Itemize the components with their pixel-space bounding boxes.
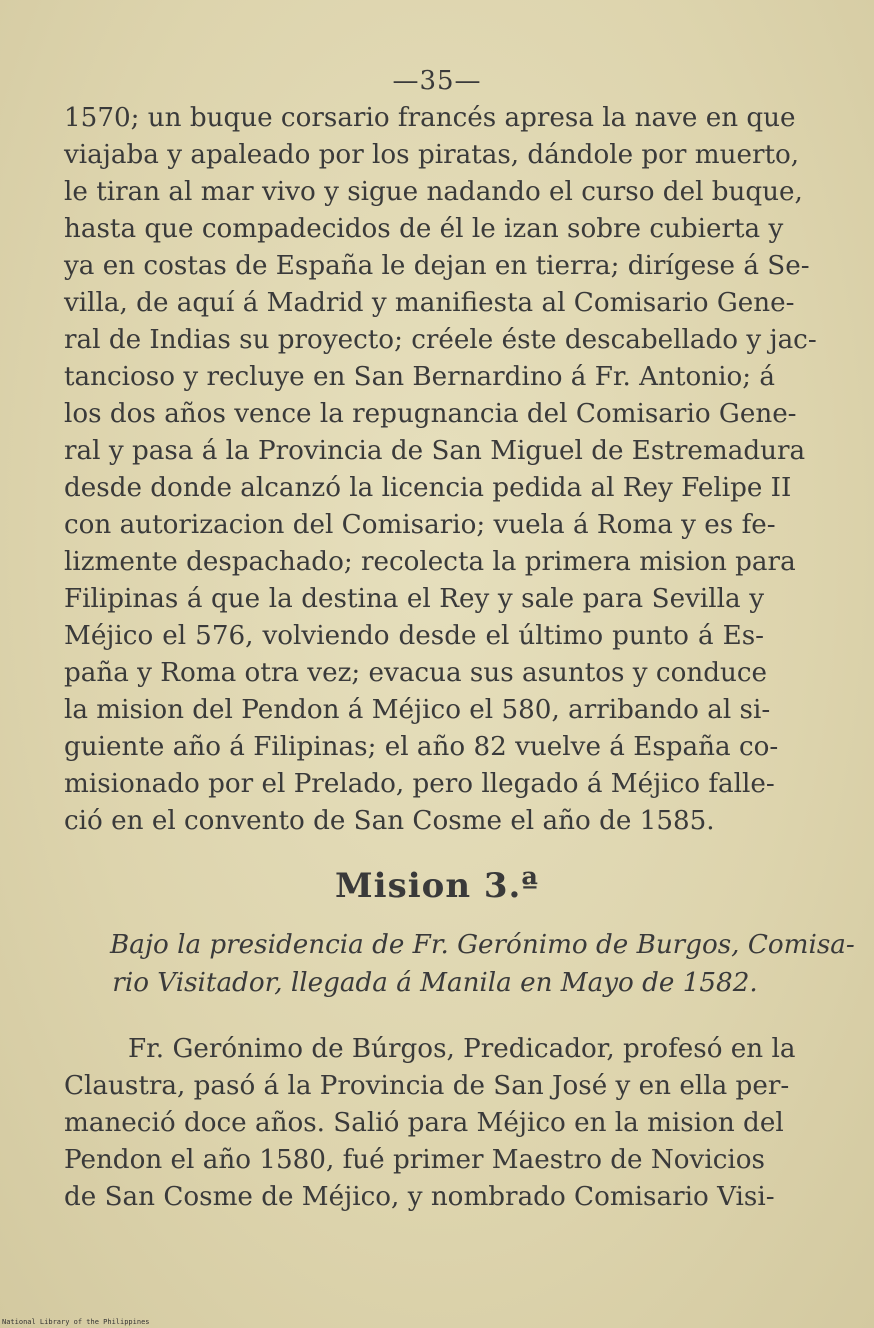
page-number: —35— <box>392 66 482 96</box>
text-line: ral de Indias su proyecto; créele éste descabellado y jac- <box>64 325 817 355</box>
text-line: ya en costas de España le dejan en tierra; dirígese á Se- <box>64 251 810 281</box>
text-line: desde donde alcanzó la licencia pedida al Rey Felipe II <box>64 473 792 503</box>
text-line: ció en el convento de San Cosme el año de 1585. <box>64 806 715 836</box>
text-line: viajaba y apaleado por los piratas, dándole por muerto, <box>64 140 800 170</box>
text-line: los dos años vence la repugnancia del Comisario Gene- <box>64 399 797 429</box>
text-line: maneció doce años. Salió para Méjico en la mision del <box>64 1108 784 1138</box>
library-footer: National Library of the Philippines <box>2 1318 150 1326</box>
text-line: de San Cosme de Méjico, y nombrado Comisario Visi- <box>64 1182 775 1212</box>
text-line: 1570; un buque corsario francés apresa la nave en que <box>64 103 796 133</box>
text-line: lizmente despachado; recolecta la primera mision para <box>64 547 796 577</box>
text-line: misionado por el Prelado, pero llegado á Méjico falle- <box>64 769 775 799</box>
subtitle-line: Bajo la presidencia de Fr. Gerónimo de Burgos, Comisa- <box>110 930 855 960</box>
paragraph-1 <box>64 100 817 840</box>
text-line: Filipinas á que la destina el Rey y sale para Sevilla y <box>64 584 764 614</box>
text-line: la mision del Pendon á Méjico el 580, arribando al si- <box>64 695 771 725</box>
text-line: Claustra, pasó á la Provincia de San José y en ella per- <box>64 1071 790 1101</box>
paragraph-2 <box>64 1031 796 1216</box>
text-line: ral y pasa á la Provincia de San Miguel de Estremadura <box>64 436 806 466</box>
text-line: paña y Roma otra vez; evacua sus asuntos y conduce <box>64 658 768 688</box>
text-line: Pendon el año 1580, fué primer Maestro de Novicios <box>64 1145 765 1175</box>
text-line: con autorizacion del Comisario; vuela á Roma y es fe- <box>64 510 776 540</box>
text-line: tancioso y recluye en San Bernardino á Fr. Antonio; á <box>64 362 776 392</box>
section-heading: Mision 3.ª <box>335 866 539 906</box>
text-line: guiente año á Filipinas; el año 82 vuelve á España co- <box>64 732 779 762</box>
subtitle-line: rio Visitador, llegada á Manila en Mayo de 1582. <box>112 968 758 998</box>
text-line: le tiran al mar vivo y sigue nadando el curso del buque, <box>64 177 803 207</box>
text-line: Méjico el 576, volviendo desde el último punto á Es- <box>64 621 764 651</box>
text-line: Fr. Gerónimo de Búrgos, Predicador, profesó en la <box>128 1034 796 1064</box>
section-subtitle <box>110 926 855 1002</box>
text-line: villa, de aquí á Madrid y manifiesta al Comisario Gene- <box>64 288 795 318</box>
text-line: hasta que compadecidos de él le izan sobre cubierta y <box>64 214 784 244</box>
